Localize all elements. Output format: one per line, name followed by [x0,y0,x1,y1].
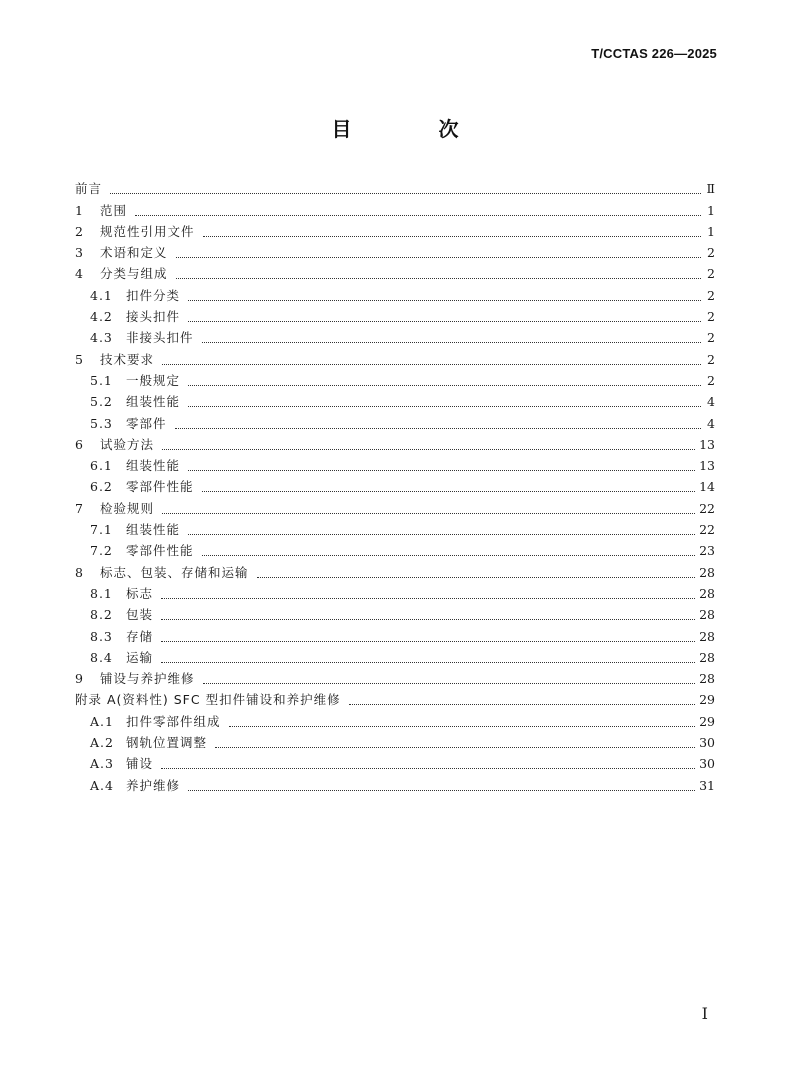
toc-entry[interactable] [75,197,715,218]
toc-entry-number: 6.2 [90,479,113,495]
toc-entry-label: 规范性引用文件 [100,223,195,239]
toc-entry[interactable] [75,772,715,793]
toc-entry-number: A.1 [90,713,114,729]
toc-entry-number: 7.1 [90,522,113,538]
document-code: T/CCTAS 226—2025 [591,46,717,61]
toc-leader-dots [202,341,701,343]
toc-leader-dots [257,576,696,578]
toc-entry-label: 养护维修 [126,777,181,793]
toc-entry[interactable] [75,389,715,410]
toc-entry-number: 1 [75,202,84,218]
toc-entry-page: Ⅱ [706,181,715,197]
toc-entry[interactable] [75,219,715,240]
toc-entry-number: 4.2 [90,309,113,325]
toc-entry[interactable] [75,240,715,261]
toc-leader-dots [188,299,701,301]
toc-entry[interactable] [75,282,715,303]
toc-entry-label: 运输 [126,649,154,665]
toc-entry-number: 9 [75,671,84,687]
toc-leader-dots [188,533,695,535]
toc-entry-label: 附录 A(资料性) SFC 型扣件铺设和养护维修 [75,692,341,708]
toc-entry-label: 术语和定义 [100,245,168,261]
toc-entry-label: 标志 [126,585,154,601]
toc-entry-number: 5 [75,351,84,367]
toc-entry-label: 技术要求 [100,351,155,367]
toc-leader-dots [202,490,696,492]
toc-entry-label: 接头扣件 [126,309,181,325]
toc-leader-dots [162,512,695,514]
toc-entry[interactable] [75,581,715,602]
toc-entry-label: 组装性能 [126,394,181,410]
toc-entry[interactable] [75,304,715,325]
toc-leader-dots [161,618,695,620]
toc-entry[interactable] [75,325,715,346]
toc-entry-label: 检验规则 [100,500,155,516]
toc-entry-page: 4 [707,394,715,410]
toc-leader-dots [162,448,695,450]
toc-entry-label: 标志、包装、存储和运输 [100,564,249,580]
toc-entry-label: 组装性能 [126,458,181,474]
toc-entry-label: 非接头扣件 [126,330,194,346]
toc-entry[interactable] [75,368,715,389]
toc-entry-label: 零部件 [126,415,167,431]
toc-leader-dots [176,277,701,279]
toc-entry[interactable] [75,751,715,772]
toc-entry[interactable] [75,602,715,623]
toc-entry-page: 14 [699,479,715,495]
toc-entry-page: 30 [699,756,715,772]
toc-entry-page: 28 [699,649,715,665]
toc-entry-page: 2 [707,330,715,346]
toc-entry-page: 1 [707,202,715,218]
toc-entry-page: 23 [699,543,715,559]
toc-entry-page: 1 [707,223,715,239]
toc-entry-page: 2 [707,287,715,303]
toc-entry[interactable] [75,708,715,729]
toc-leader-dots [188,384,701,386]
toc-entry-number: 8.4 [90,649,113,665]
toc-entry[interactable] [75,176,715,197]
toc-leader-dots [176,256,701,258]
toc-leader-dots [162,363,701,365]
toc-entry-label: 组装性能 [126,522,181,538]
toc-entry[interactable] [75,453,715,474]
toc-entry-page: 30 [699,735,715,751]
toc-entry-page: 22 [699,522,715,538]
toc-entry-number: 6.1 [90,458,113,474]
toc-entry-page: 13 [699,436,715,452]
toc-entry-page: 2 [707,245,715,261]
toc-entry-page: 28 [699,671,715,687]
toc-entry-label: 范围 [100,202,128,218]
toc-entry-label: 扣件零部件组成 [126,713,221,729]
toc-entry-label: 试验方法 [100,436,155,452]
toc-leader-dots [161,640,695,642]
toc-entry[interactable] [75,730,715,751]
toc-entry[interactable] [75,559,715,580]
toc-entry[interactable] [75,495,715,516]
toc-leader-dots [202,554,696,556]
toc-leader-dots [188,789,695,791]
toc-entry-number: 4 [75,266,84,282]
toc-entry-page: 13 [699,458,715,474]
toc-entry-label: 分类与组成 [100,266,168,282]
toc-entry[interactable] [75,517,715,538]
toc-entry[interactable] [75,538,715,559]
toc-entry-page: 2 [707,372,715,388]
page-number: I [701,1004,708,1023]
toc-entry[interactable] [75,432,715,453]
toc-entry-number: A.2 [90,735,114,751]
toc-entry-number: 8.2 [90,607,113,623]
toc-entry[interactable] [75,410,715,431]
table-of-contents [75,176,715,794]
toc-leader-dots [161,597,695,599]
toc-entry[interactable] [75,623,715,644]
toc-entry-page: 28 [699,564,715,580]
toc-entry-number: 7 [75,500,84,516]
toc-entry-number: 8.1 [90,585,113,601]
toc-entry[interactable] [75,645,715,666]
toc-entry[interactable] [75,261,715,282]
toc-entry-label: 包装 [126,607,154,623]
toc-leader-dots [188,469,695,471]
toc-entry[interactable] [75,687,715,708]
toc-leader-dots [349,703,696,705]
toc-leader-dots [203,235,701,237]
toc-entry-page: 31 [699,777,715,793]
toc-entry-number: A.4 [90,777,114,793]
page-title: 目 次 [331,117,499,141]
toc-entry-page: 28 [699,628,715,644]
toc-entry-number: 8.3 [90,628,113,644]
toc-entry-number: 2 [75,223,84,239]
toc-leader-dots [188,320,701,322]
toc-entry-label: 铺设与养护维修 [100,671,195,687]
toc-entry-page: 4 [707,415,715,431]
toc-entry-page: 2 [707,309,715,325]
toc-entry-page: 29 [699,713,715,729]
toc-entry-page: 22 [699,500,715,516]
toc-leader-dots [203,682,696,684]
toc-entry-number: 7.2 [90,543,113,559]
toc-leader-dots [175,427,701,429]
toc-entry-label: 钢轨位置调整 [126,735,208,751]
toc-entry-page: 2 [707,351,715,367]
toc-entry-page: 28 [699,607,715,623]
toc-entry[interactable] [75,346,715,367]
toc-entry-number: A.3 [90,756,114,772]
toc-entry-label: 一般规定 [126,372,181,388]
toc-entry-number: 4.3 [90,330,113,346]
toc-entry-number: 8 [75,564,84,580]
toc-leader-dots [161,767,695,769]
toc-entry-label: 零部件性能 [126,479,194,495]
toc-entry-label: 零部件性能 [126,543,194,559]
toc-leader-dots [188,405,701,407]
toc-leader-dots [161,661,695,663]
toc-entry-label: 前言 [75,181,103,197]
toc-entry[interactable] [75,666,715,687]
toc-leader-dots [229,725,696,727]
toc-leader-dots [135,214,701,216]
toc-entry-label: 铺设 [126,756,154,772]
toc-entry-page: 29 [699,692,715,708]
toc-entry-page: 28 [699,585,715,601]
toc-entry-number: 5.3 [90,415,113,431]
toc-entry-page: 2 [707,266,715,282]
toc-entry[interactable] [75,474,715,495]
toc-entry-label: 扣件分类 [126,287,181,303]
toc-entry-number: 6 [75,436,84,452]
toc-entry-label: 存储 [126,628,154,644]
toc-entry-number: 4.1 [90,287,113,303]
toc-entry-number: 5.1 [90,372,113,388]
toc-leader-dots [110,192,701,194]
toc-entry-number: 3 [75,245,84,261]
toc-leader-dots [215,746,695,748]
toc-entry-number: 5.2 [90,394,113,410]
